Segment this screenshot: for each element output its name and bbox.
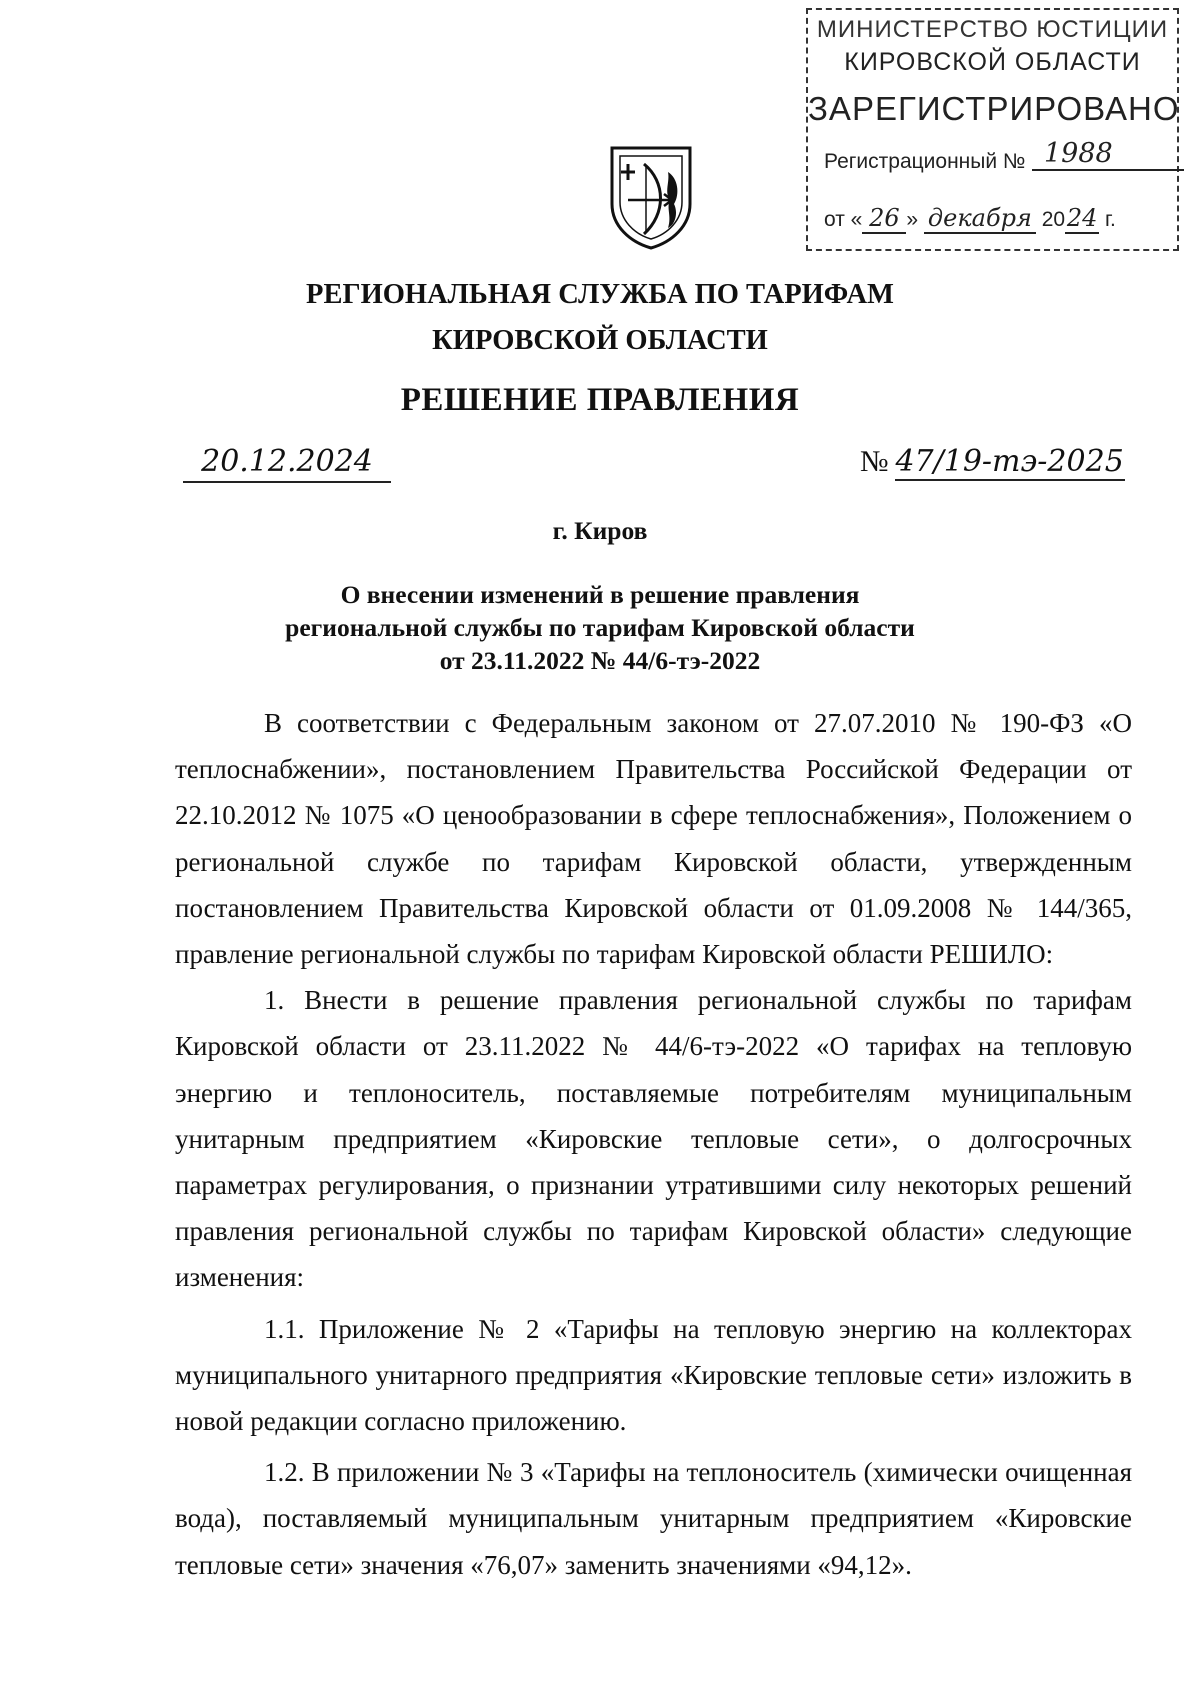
stamp-date-month: декабря <box>924 204 1036 234</box>
handwritten-date: 20.12.2024 <box>183 444 391 483</box>
item-1-1-paragraph: 1.1. Приложение № 2 «Тарифы на тепловую энергию на коллекторах муниципального унитарного предприятия «Кировские тепловые сети» изложить в новой редакции согласно приложению. <box>175 1313 1132 1437</box>
document-type: РЕШЕНИЕ ПРАВЛЕНИЯ <box>400 382 800 418</box>
handwritten-number: 47/19-тэ-2025 <box>895 444 1124 479</box>
registration-stamp <box>806 8 1179 251</box>
stamp-reg-number-label: Регистрационный № <box>824 150 1026 173</box>
agency-name <box>0 272 1200 364</box>
stamp-date <box>824 204 1116 234</box>
preamble-paragraph: В соответствии с Федеральным законом от 27.07.2010 № 190-ФЗ «О теплоснабжении», постановлением Правительства Российской Федерации от 22.10.2012 № 1075 «О ценообразовании в сфере теплоснабжения», Положением о региональной службе по тарифам Кировской области, утвержденным постановлением Правительства Кировской области от 01.09.2008 № 144/365, правление региональной службы по тарифам Кировской области РЕШИЛО: <box>175 708 1132 970</box>
document-body <box>175 700 1132 1588</box>
number-sign: № <box>860 445 889 478</box>
subject-line-3: от 23.11.2022 № 44/6-тэ-2022 <box>439 646 761 675</box>
agency-line-1: РЕГИОНАЛЬНАЯ СЛУЖБА ПО ТАРИФАМ <box>306 279 894 310</box>
item-1-paragraph: 1. Внести в решение правления региональной службы по тарифам Кировской области от 23.11.2022 № 44/6-тэ-2022 «О тарифах на тепловую энергию и теплоноситель, поставляемые потребителям муниципальным унитарным предприятием «Кировские тепловые сети», о долгосрочных параметрах регулирования, о признании утратившими силу некоторых решений правления региональной службы по тарифам Кировской области» следующие изменения: <box>175 985 1132 1293</box>
stamp-date-day: 26 <box>862 204 906 234</box>
stamp-date-year: 24 <box>1066 204 1098 232</box>
coat-of-arms-icon <box>606 142 696 252</box>
stamp-date-prefix: от « <box>824 208 863 231</box>
stamp-region: КИРОВСКОЙ ОБЛАСТИ <box>844 48 1141 76</box>
stamp-date-year-prefix: 20 <box>1041 208 1066 231</box>
subject-line-1: О внесении изменений в решение правления <box>340 580 860 609</box>
stamp-registered: ЗАРЕГИСТРИРОВАНО <box>808 90 1180 127</box>
agency-line-2: КИРОВСКОЙ ОБЛАСТИ <box>432 325 768 356</box>
document-subject <box>0 578 1200 677</box>
item-1-2-paragraph: 1.2. В приложении № 3 «Тарифы на теплоноситель (химически очищенная вода), поставляемый муниципальным унитарным предприятием «Кировские тепловые сети» значения «76,07» заменить значениями «94,12». <box>175 1457 1132 1580</box>
stamp-ministry: МИНИСТЕРСТВО ЮСТИЦИИ <box>816 16 1169 43</box>
stamp-reg-number: 1988 <box>1032 138 1184 171</box>
city: г. Киров <box>552 516 648 545</box>
stamp-date-sep: » <box>906 208 919 231</box>
subject-line-2: региональной службы по тарифам Кировской области <box>285 613 915 642</box>
document-number <box>860 444 1125 481</box>
stamp-date-suffix: г. <box>1104 208 1116 231</box>
